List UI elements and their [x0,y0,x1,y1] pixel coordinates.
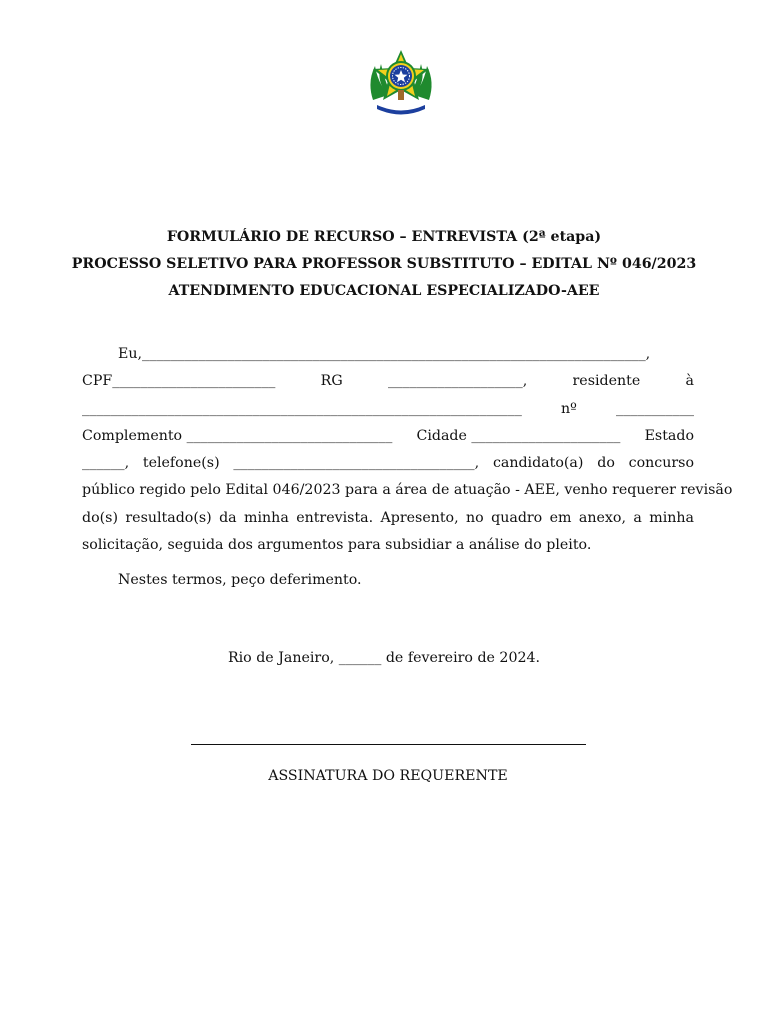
address-field[interactable]: ______________________________________________________________ [82,400,522,417]
cidade-field[interactable]: Cidade _____________________ [416,427,621,444]
complemento-field[interactable]: Complemento _____________________________ [82,427,393,444]
body-line-5: público regido pelo Edital 046/2023 para a área de atuação - AEE, venho requerer revisão [82,482,733,499]
title-line-1: FORMULÁRIO DE RECURSO – ENTREVISTA (2ª etapa) [166,229,602,245]
title-line-3: ATENDIMENTO EDUCACIONAL ESPECIALIZADO-AEE [168,283,600,299]
residente-text: residente [572,373,641,390]
concurso-text: concurso [628,455,694,472]
numero-label: nº [560,400,577,417]
form-title [0,224,768,305]
body-line-6: do(s) resultado(s) da minha entrevista. Apresento, no quadro em anexo, a minha [82,509,694,526]
telefone-label: telefone(s) [142,455,220,472]
signature-line[interactable] [191,744,586,745]
estado-field[interactable]: ______, [82,455,130,472]
signature-label: ASSINATURA DO REQUERENTE [268,768,508,784]
cpf-line [82,368,694,395]
complement-line [82,423,694,450]
candidato-text: candidato(a) [492,455,584,472]
form-paragraph [82,341,733,559]
telefone-field[interactable]: __________________________________, [233,455,480,472]
closing-text: Nestes termos, peço deferimento. [118,572,362,588]
a-text: à [685,373,694,390]
numero-field[interactable]: ___________ [615,400,694,417]
name-line [82,341,694,368]
name-field[interactable]: Eu,_______________________________________________________________________, [118,346,651,362]
cpf-field[interactable]: CPF_______________________ [82,373,276,390]
brazil-coat-of-arms-emblem [363,48,439,118]
title-line-2: PROCESSO SELETIVO PARA PROFESSOR SUBSTITUTO – EDITAL Nº 046/2023 [71,256,697,272]
phone-line [82,450,694,477]
estado-label: Estado [644,427,694,444]
date-line: Rio de Janeiro, ______ de fevereiro de 2024. [227,650,541,666]
do-text: do [597,455,615,472]
rg-label: RG [320,373,343,390]
body-line-7: solicitação, seguida dos argumentos para subsidiar a análise do pleito. [82,537,592,554]
address-line [82,396,694,423]
rg-field[interactable]: ___________________, [387,373,528,390]
